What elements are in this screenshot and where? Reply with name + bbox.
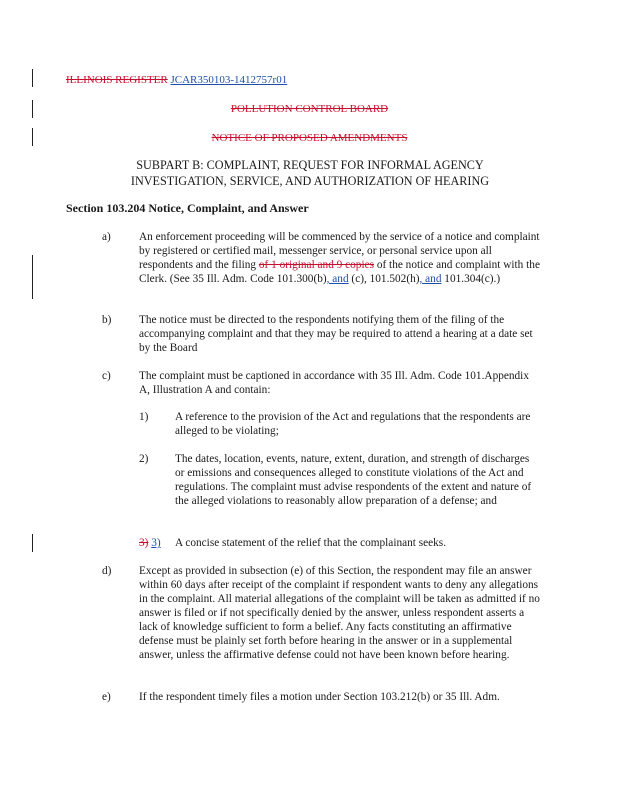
subsection-text: If the respondent timely files a motion under Section 103.212(b) or 35 Ill. Adm. xyxy=(139,691,500,703)
subsection-b xyxy=(102,313,542,355)
subsection-d xyxy=(102,564,542,662)
paragraph-label xyxy=(139,536,161,550)
text-run: of the notice and complaint with the Clerk. (See 35 Ill. Adm. Code 101.300(b) xyxy=(139,259,540,285)
text-run: An enforcement proceeding will be commenced by the service of a notice and complaint by registered or certified mail, messenger service, or personal service upon all respondents and the filing xyxy=(139,231,540,271)
change-bar xyxy=(32,255,33,299)
inserted-text: , and xyxy=(419,273,442,285)
subsection-text: Except as provided in subsection (e) of this Section, the respondent may file an answer within 60 days after receipt of the complaint if respondent wants to deny any allegations in the complaint. All material allegations of the complaint will be taken as admitted if no answer is filed or if not specifically denied by the answer, unless respondent asserts a lack of knowledge sufficient to form a belief. Any facts constituting an affirmative defense must be plainly set forth before hearing in the answer or in a supplemental answer, unless the affirmative defense could not have been known before hearing. xyxy=(139,565,540,661)
deleted-text: of 1 original and 9 copies xyxy=(258,259,374,271)
deleted-text: NOTICE OF PROPOSED AMENDMENTS xyxy=(211,132,408,144)
subsection-label: d) xyxy=(102,565,112,577)
paragraph-text: A concise statement of the relief that the complainant seeks. xyxy=(175,537,447,549)
subsection-label: e) xyxy=(102,691,111,703)
deleted-text: ILLINOIS REGISTER xyxy=(66,74,168,86)
subsection-a xyxy=(102,230,542,286)
paragraph-label: 1) xyxy=(139,411,149,423)
text-run: (c), 101.502(h) xyxy=(348,273,420,285)
subpart-line: SUBPART B: COMPLAINT, REQUEST FOR INFORMAL AGENCY xyxy=(136,158,484,172)
register-header xyxy=(66,74,287,87)
text-run: 101.304(c).) xyxy=(441,273,501,285)
subsection-label: b) xyxy=(102,314,112,326)
subsection-text: The complaint must be captioned in accordance with 35 Ill. Adm. Code 101.Appendix A, Illustration A and contain: xyxy=(139,370,529,396)
paragraph-text: A reference to the provision of the Act and regulations that the respondents are alleged to be violating; xyxy=(175,411,531,437)
subsection-label: a) xyxy=(102,231,111,243)
paragraph-c1 xyxy=(139,410,541,438)
inserted-text: JCAR350103-1412757r01 xyxy=(170,74,288,86)
subpart-line: INVESTIGATION, SERVICE, AND AUTHORIZATION OF HEARING xyxy=(130,173,490,188)
change-bar xyxy=(32,69,33,87)
deleted-text: 3) xyxy=(139,537,149,549)
paragraph-c2 xyxy=(139,452,541,508)
inserted-text: , and xyxy=(326,273,349,285)
subpart-title xyxy=(60,158,560,189)
paragraph-text: The dates, location, events, nature, extent, duration, and strength of discharges or emissions and consequences alleged to constitute violations of the Act and regulations. The complaint must advise respondents of the extent and nature of the alleged violations to reasonably allow preparation of a defense; and xyxy=(175,453,532,507)
subsection-c xyxy=(102,369,542,397)
change-bar xyxy=(32,534,33,552)
notice-header xyxy=(0,132,619,145)
subsection-e xyxy=(102,690,542,704)
section-title: Section 103.204 Notice, Complaint, and Answer xyxy=(66,201,309,215)
paragraph-c3 xyxy=(139,536,541,550)
board-header xyxy=(0,103,619,116)
subsection-text xyxy=(139,230,542,286)
subsection-label: c) xyxy=(102,370,111,382)
subsection-text: The notice must be directed to the respondents notifying them of the filing of the accompanying complaint and that they may be required to attend a hearing at a date set by the Board xyxy=(139,314,533,354)
deleted-text: POLLUTION CONTROL BOARD xyxy=(230,103,389,115)
inserted-text: 3) xyxy=(151,537,161,549)
paragraph-label: 2) xyxy=(139,453,149,465)
